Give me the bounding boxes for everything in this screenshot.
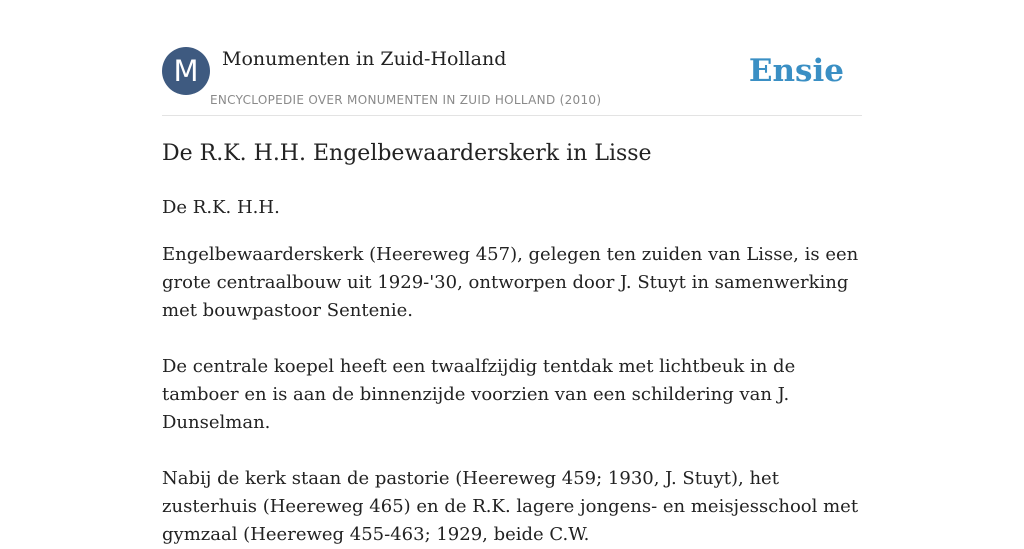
source-subtitle: ENCYCLOPEDIE OVER MONUMENTEN IN ZUID HOLLAND (2010) [210,93,602,107]
source-header [162,47,862,116]
article-title: De R.K. H.H. Engelbewaarderskerk in Lisse [162,141,652,166]
article-lead: De R.K. H.H. [162,197,280,218]
source-title-link[interactable]: Monumenten in Zuid-Holland [222,48,507,70]
avatar[interactable]: M [162,47,210,95]
article-paragraph: Nabij de kerk staan de pastorie (Heereweg 459; 1930, J. Stuyt), het zusterhuis (Heereweg 465) en de R.K. lagere jongens- en meisjesschool met gymzaal (Heereweg 455-463; 1929, beide C.W. [162,468,859,545]
article-paragraph: De centrale koepel heeft een twaalfzijdig tentdak met lichtbeuk in de tamboer en is aan de binnenzijde voorzien van een schildering van J. Dunselman. [162,356,796,433]
ensie-logo[interactable]: Ensie [748,53,844,89]
article [162,136,872,549]
article-paragraph: Engelbewaarderskerk (Heereweg 457), gelegen ten zuiden van Lisse, is een grote centraalbouw uit 1929-'30, ontworpen door J. Stuyt in samenwerking met bouwpastoor Sentenie. [162,244,859,321]
